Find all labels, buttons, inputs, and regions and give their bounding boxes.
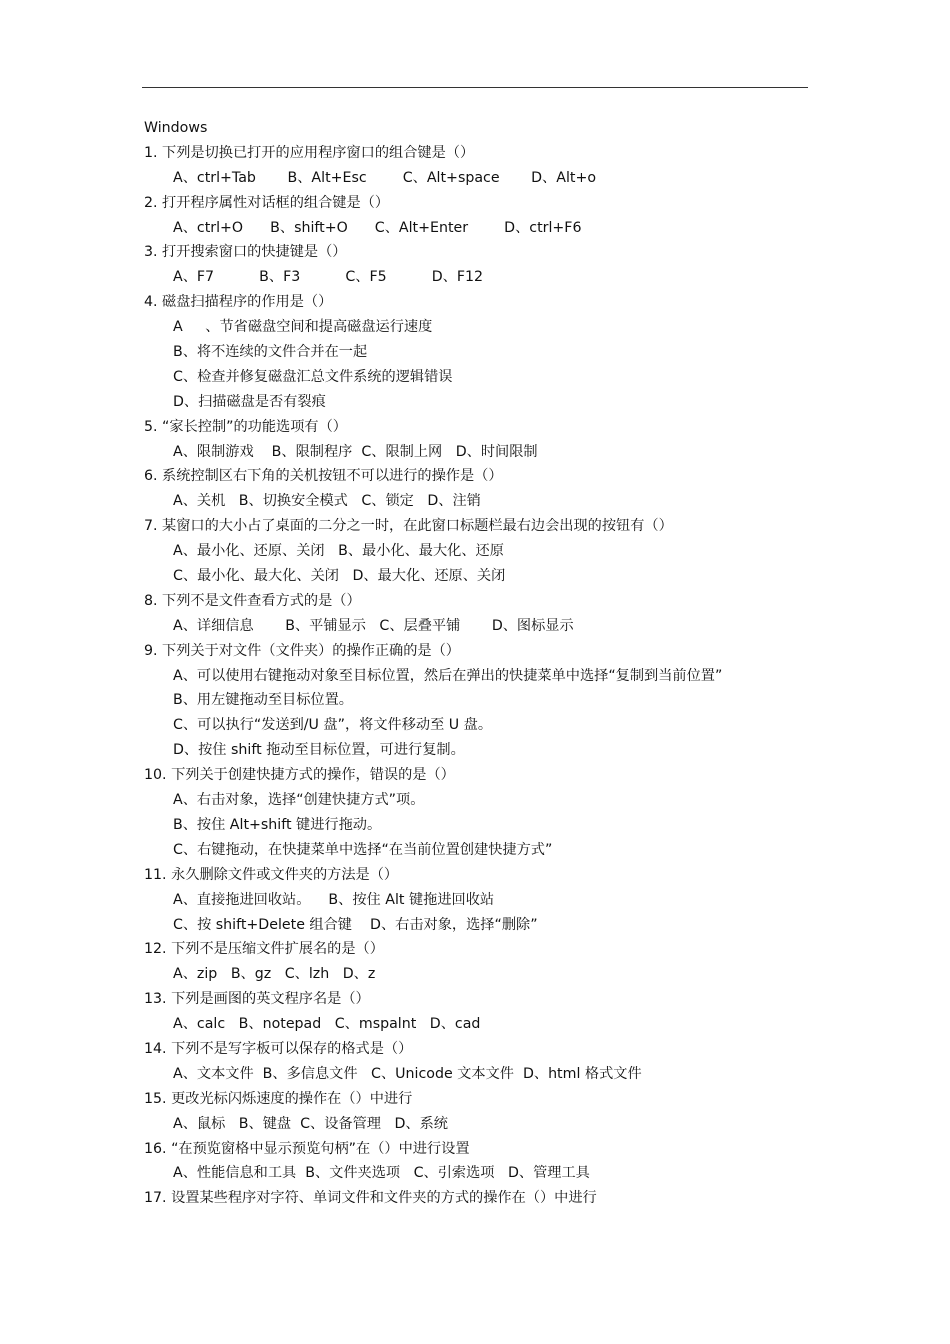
question-text: 7. 某窗口的大小占了桌面的二分之一时，在此窗口标题栏最右边会出现的按钮有（） <box>144 518 673 535</box>
question-text: 13. 下列是画图的英文程序名是（） <box>144 991 370 1008</box>
question-text: 1. 下列是切换已打开的应用程序窗口的组合键是（） <box>144 144 475 161</box>
option-text: A、ctrl+Tab B、Alt+Esc C、Alt+space D、Alt+o <box>173 169 597 186</box>
option-text: C、检查并修复磁盘汇总文件系统的逻辑错误 <box>173 368 453 385</box>
option-text: A 、节省磁盘空间和提高磁盘运行速度 <box>173 319 433 336</box>
question-text: 10. 下列关于创建快捷方式的操作，错误的是（） <box>144 767 455 784</box>
option-text: A、右击对象，选择“创建快捷方式”项。 <box>173 792 425 809</box>
option-text: A、ctrl+O B、shift+O C、Alt+Enter D、ctrl+F6 <box>173 219 582 236</box>
question-text: 17. 设置某些程序对字符、单词文件和文件夹的方式的操作在（）中进行 <box>144 1190 597 1207</box>
question-text: 2. 打开程序属性对话框的组合键是（） <box>144 194 390 211</box>
question-text: 16. “在预览窗格中显示预览句柄”在（）中进行设置 <box>144 1140 470 1157</box>
option-text: A、文本文件 B、多信息文件 C、Unicode 文本文件 D、html 格式文件 <box>173 1065 642 1082</box>
option-text: C、可以执行“发送到/U 盘”，将文件移动至 U 盘。 <box>173 717 493 734</box>
section-heading: Windows <box>144 120 208 136</box>
question-text: 15. 更改光标闪烁速度的操作在（）中进行 <box>144 1090 413 1107</box>
question-text: 9. 下列关于对文件（文件夹）的操作正确的是（） <box>144 642 460 659</box>
lines-container <box>144 141 824 1211</box>
option-text: C、右键拖动，在快捷菜单中选择“在当前位置创建快捷方式” <box>173 841 553 858</box>
option-text: D、扫描磁盘是否有裂痕 <box>173 393 326 410</box>
option-text: A、详细信息 B、平铺显示 C、层叠平铺 D、图标显示 <box>173 617 574 634</box>
question-text: 8. 下列不是文件查看方式的是（） <box>144 592 361 609</box>
option-text: A、F7 B、F3 C、F5 D、F12 <box>173 269 484 286</box>
question-text: 4. 磁盘扫描程序的作用是（） <box>144 294 333 311</box>
option-text: B、用左键拖动至目标位置。 <box>173 692 353 709</box>
question-text: 3. 打开搜索窗口的快捷键是（） <box>144 244 347 261</box>
option-text: A、限制游戏 B、限制程序 C、限制上网 D、时间限制 <box>173 443 538 460</box>
option-text: D、按住 shift 拖动至目标位置，可进行复制。 <box>173 742 465 759</box>
option-text: A、calc B、notepad C、mspalnt D、cad <box>173 1016 481 1033</box>
question-text: 6. 系统控制区右下角的关机按钮不可以进行的操作是（） <box>144 468 503 485</box>
question-text: 11. 永久删除文件或文件夹的方法是（） <box>144 866 399 883</box>
option-text: A、zip B、gz C、lzh D、z <box>173 966 376 983</box>
option-text: A、鼠标 B、键盘 C、设备管理 D、系统 <box>173 1115 448 1132</box>
question-text: 5. “家长控制”的功能选项有（） <box>144 418 347 435</box>
option-text: A、关机 B、切换安全模式 C、锁定 D、注销 <box>173 493 481 510</box>
option-text: A、直接拖进回收站。 B、按住 Alt 键拖进回收站 <box>173 891 495 908</box>
option-text: A、可以使用右键拖动对象至目标位置，然后在弹出的快捷菜单中选择“复制到当前位置” <box>173 667 723 684</box>
option-text: A、最小化、还原、关闭 B、最小化、最大化、还原 <box>173 543 504 560</box>
option-text: A、性能信息和工具 B、文件夹选项 C、引索选项 D、管理工具 <box>173 1165 590 1182</box>
question-list <box>144 116 824 1211</box>
option-text: B、将不连续的文件合并在一起 <box>173 344 368 361</box>
option-text: C、按 shift+Delete 组合键 D、右击对象，选择“删除” <box>173 916 538 933</box>
header-rule <box>142 87 808 88</box>
option-text: B、按住 Alt+shift 键进行拖动。 <box>173 816 382 833</box>
option-text: C、最小化、最大化、关闭 D、最大化、还原、关闭 <box>173 568 506 585</box>
question-text: 12. 下列不是压缩文件扩展名的是（） <box>144 941 384 958</box>
question-text: 14. 下列不是写字板可以保存的格式是（） <box>144 1040 413 1057</box>
